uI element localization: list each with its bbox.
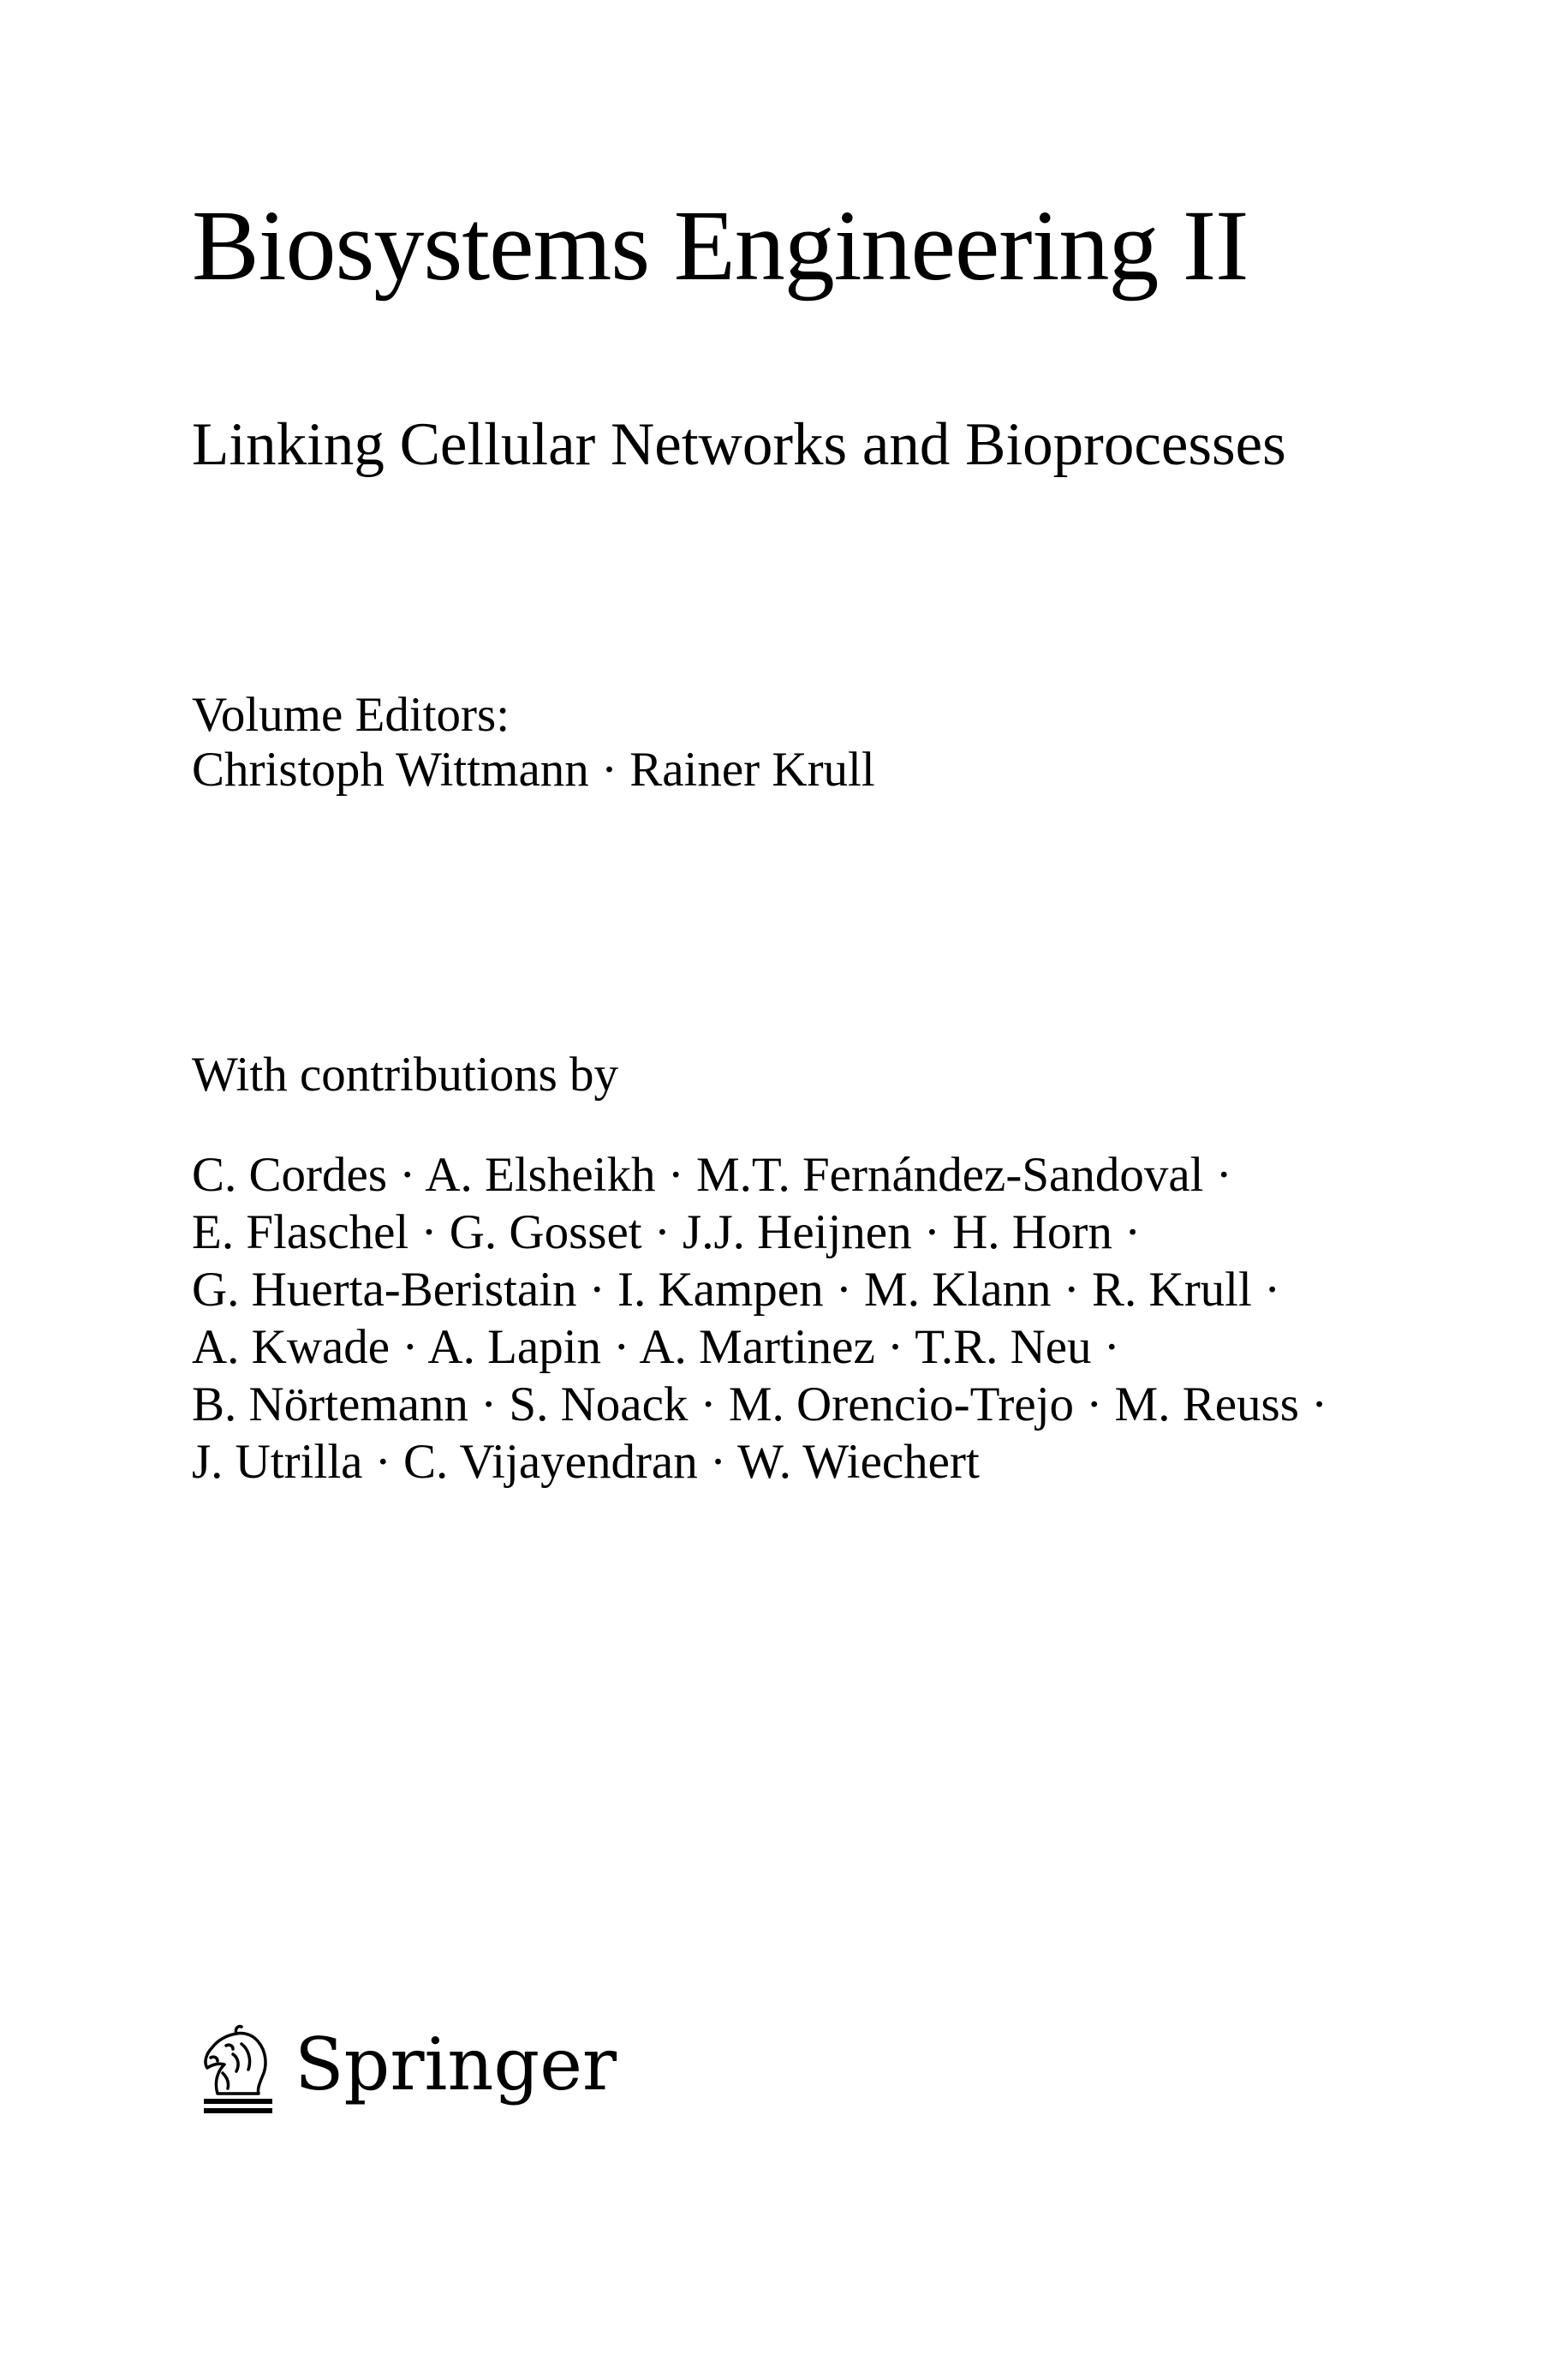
book-title: Biosystems Engineering II <box>192 189 1249 302</box>
contributors-line: E. Flaschel · G. Gosset · J.J. Heijnen · H. Horn · <box>192 1205 1142 1259</box>
contributors-list <box>192 1146 1327 1491</box>
contributors-line: A. Kwade · A. Lapin · A. Martinez · T.R. Neu · <box>192 1320 1120 1374</box>
chess-knight-icon <box>192 2020 286 2116</box>
contributors-line: B. Nörtemann · S. Noack · M. Orencio-Trejo · M. Reuss · <box>192 1377 1328 1431</box>
contributors-line: G. Huerta-Beristain · I. Kampen · M. Klann · R. Krull · <box>192 1263 1281 1317</box>
editors-label: Volume Editors: <box>192 688 510 742</box>
contributions-label: With contributions by <box>192 1048 618 1102</box>
contributors-line: C. Cordes · A. Elsheikh · M.T. Fernández-Sandoval · <box>192 1148 1232 1202</box>
publisher-logo <box>192 2020 617 2116</box>
contributors-line: J. Utrilla · C. Vijayendran · W. Wiechert <box>192 1435 980 1489</box>
book-subtitle: Linking Cellular Networks and Bioprocesses <box>192 411 1286 478</box>
publisher-name: Springer <box>295 2022 617 2106</box>
editors-names: Christoph Wittmann · Rainer Krull <box>192 743 875 797</box>
